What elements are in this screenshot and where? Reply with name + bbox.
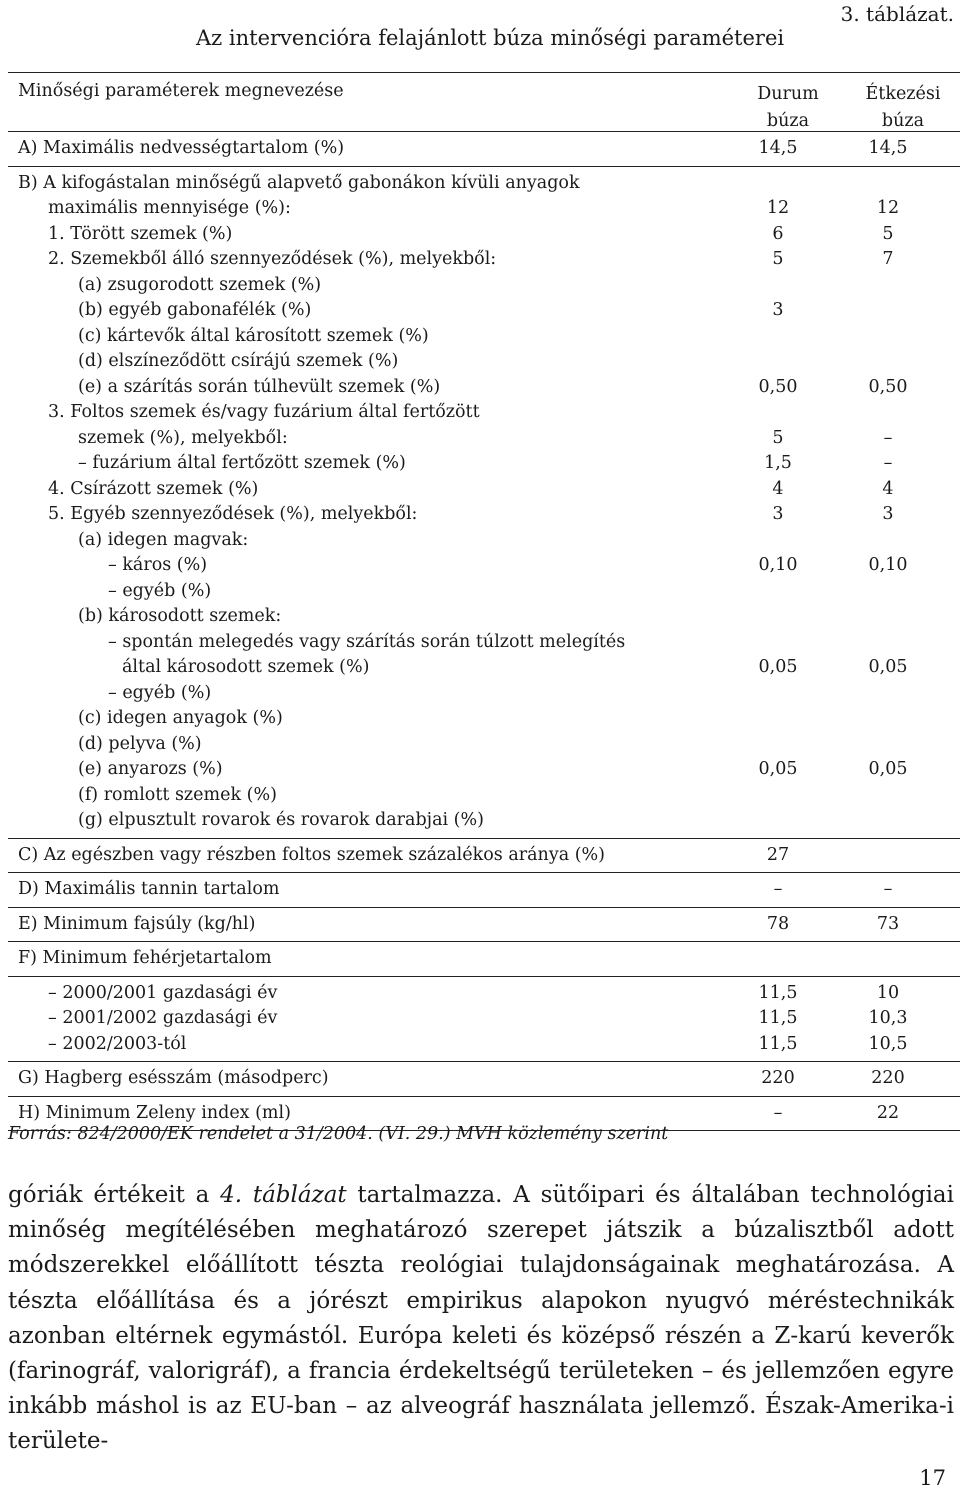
- row-label: 3. Foltos szemek és/vagy fuzárium által fertőzött: [48, 402, 480, 422]
- header-durum-line1: Durum: [757, 84, 819, 104]
- row-label: – 2000/2001 gazdasági év: [48, 982, 278, 1003]
- durum-value: 3: [772, 300, 784, 320]
- durum-value: 0,05: [758, 759, 798, 779]
- table-section: [8, 132, 960, 167]
- row-label: (f) romlott szemek (%): [78, 784, 277, 805]
- body-paragraph: [8, 1178, 954, 1460]
- durum-value: 14,5: [758, 138, 798, 158]
- table-section: [8, 873, 960, 908]
- durum-value: 0,05: [758, 657, 798, 677]
- etkezesi-value: 4: [882, 478, 894, 499]
- table-header: [8, 72, 960, 132]
- table-row: [8, 681, 960, 707]
- row-label: A) Maximális nedvességtartalom (%): [18, 138, 345, 158]
- etkezesi-value: 14,5: [868, 138, 908, 158]
- table-row: [8, 981, 960, 1007]
- table-row: [8, 528, 960, 554]
- row-label: H) Minimum Zeleny index (ml): [18, 1102, 291, 1123]
- row-label: (b) károsodott szemek:: [78, 606, 282, 626]
- body-text: [8, 1178, 954, 1460]
- durum-value: 11,5: [758, 1008, 798, 1028]
- etkezesi-value: 7: [882, 249, 894, 269]
- table-label: 3. táblázat.: [840, 2, 954, 26]
- table-row: [8, 732, 960, 758]
- etkezesi-value: 73: [876, 913, 900, 934]
- durum-value: 11,5: [758, 982, 798, 1003]
- body-text-part1: góriák értékeit a: [8, 1182, 221, 1208]
- durum-value: 3: [772, 504, 784, 524]
- durum-value: –: [773, 1102, 783, 1123]
- durum-value: –: [773, 879, 783, 899]
- table-section: [8, 942, 960, 977]
- etkezesi-value: 10,3: [868, 1008, 908, 1028]
- durum-value: 0,10: [758, 555, 798, 575]
- table-row: [8, 426, 960, 452]
- etkezesi-value: –: [883, 427, 893, 448]
- row-label: – spontán melegedés vagy szárítás során túlzott melegítés: [108, 631, 626, 652]
- table-section: [8, 839, 960, 874]
- etkezesi-value: 0,05: [868, 657, 908, 677]
- row-label: 1. Törött szemek (%): [48, 223, 233, 244]
- row-label: F) Minimum fehérjetartalom: [18, 948, 272, 968]
- table-row: [8, 324, 960, 350]
- table-row: [8, 451, 960, 477]
- row-label: – 2002/2003-tól: [48, 1033, 187, 1054]
- row-label: – káros (%): [108, 555, 208, 575]
- row-label: C) Az egészben vagy részben foltos szemek százalékos aránya (%): [18, 844, 605, 865]
- row-label: (d) pelyva (%): [78, 733, 202, 754]
- body-text-ref: 4. táblázat: [220, 1182, 347, 1208]
- etkezesi-value: 10: [876, 982, 900, 1003]
- table-row: [8, 630, 960, 656]
- header-durum-line2: búza: [766, 111, 810, 131]
- row-label: (c) kártevők által károsított szemek (%): [78, 325, 429, 346]
- row-label: 4. Csírázott szemek (%): [48, 478, 259, 499]
- table-row: [8, 477, 960, 503]
- row-label: G) Hagberg esésszám (másodperc): [18, 1068, 329, 1088]
- etkezesi-value: –: [883, 879, 893, 899]
- etkezesi-value: 22: [876, 1102, 900, 1123]
- row-label: – 2001/2002 gazdasági év: [48, 1008, 278, 1028]
- header-durum: [728, 81, 848, 135]
- table-row: [8, 273, 960, 299]
- durum-value: 27: [766, 844, 790, 865]
- durum-value: 220: [761, 1068, 795, 1088]
- etkezesi-value: 0,10: [868, 555, 908, 575]
- table-row: [8, 604, 960, 630]
- row-label: E) Minimum fajsúly (kg/hl): [18, 913, 256, 934]
- durum-value: 5: [772, 427, 784, 448]
- row-label: B) A kifogástalan minőségű alapvető gabonákon kívüli anyagok: [18, 172, 580, 193]
- row-label: (c) idegen anyagok (%): [78, 708, 283, 728]
- row-label: – fuzárium által fertőzött szemek (%): [78, 453, 406, 473]
- durum-value: 4: [772, 478, 784, 499]
- table-row: [8, 579, 960, 605]
- durum-value: 1,5: [764, 453, 792, 473]
- table-row: [8, 1032, 960, 1058]
- table-row: [8, 247, 960, 273]
- row-label: maximális mennyisége (%):: [48, 198, 291, 218]
- row-label: (a) zsugorodott szemek (%): [78, 274, 322, 295]
- table-row: [8, 222, 960, 248]
- row-label: (e) anyarozs (%): [78, 759, 223, 779]
- durum-value: 6: [772, 223, 784, 244]
- etkezesi-value: 220: [871, 1068, 905, 1088]
- table-row: [8, 843, 960, 869]
- table-body: [8, 132, 960, 1131]
- table-row: [8, 349, 960, 375]
- table-row: [8, 400, 960, 426]
- table-row: [8, 1101, 960, 1127]
- table-row: [8, 946, 960, 972]
- table-row: [8, 783, 960, 809]
- table-row: [8, 136, 960, 162]
- table-row: [8, 706, 960, 732]
- etkezesi-value: 5: [882, 223, 894, 244]
- source-note: Forrás: 824/2000/EK rendelet a 31/2004. (VI. 29.) MVH közlemény szerint: [8, 1124, 669, 1144]
- table-row: [8, 196, 960, 222]
- row-label: (b) egyéb gabonafélék (%): [78, 300, 312, 320]
- page-number: 17: [919, 1466, 946, 1490]
- table-row: [8, 655, 960, 681]
- row-label: 2. Szemekből álló szennyeződések (%), melyekből:: [48, 249, 497, 269]
- quality-table: [8, 72, 960, 1131]
- table-row: [8, 553, 960, 579]
- etkezesi-value: 3: [882, 504, 894, 524]
- row-label: – egyéb (%): [108, 580, 212, 601]
- durum-value: 11,5: [758, 1033, 798, 1054]
- table-row: [8, 808, 960, 834]
- table-row: [8, 375, 960, 401]
- table-row: [8, 171, 960, 197]
- row-label: (e) a szárítás során túlhevült szemek (%): [78, 376, 441, 397]
- table-row: [8, 757, 960, 783]
- table-row: [8, 1006, 960, 1032]
- row-label: D) Maximális tannin tartalom: [18, 879, 280, 899]
- table-row: [8, 298, 960, 324]
- durum-value: 0,50: [758, 376, 798, 397]
- table-section: [8, 908, 960, 943]
- table-row: [8, 912, 960, 938]
- header-etkezesi: [848, 81, 958, 135]
- etkezesi-value: 0,50: [868, 376, 908, 397]
- header-name: Minőségi paraméterek megnevezése: [18, 81, 344, 101]
- table-row: [8, 877, 960, 903]
- etkezesi-value: 12: [876, 198, 900, 218]
- body-text-part2: tartalmazza. A sütőipari és általában technológiai minőség megítélésében meghatározó szerepet játszik a búzalisztből adott módszerekkel előállított tészta reológiai tulajdonságainak meghatározása. A tészta előállítása és a jórészt empirikus alapokon nyugvó méréstechnikák azonban eltérnek egymástól. Európa keleti és középső részén a Z-karú keverők (farinográf, valorigráf), a francia érdekeltségű területeken – és jellemzően egyre inkább máshol is az EU-ban – az alveográf használata jellemző. Észak-Amerika-i területe-: [8, 1182, 954, 1455]
- row-label: (d) elszíneződött csírájú szemek (%): [78, 351, 399, 371]
- row-label: szemek (%), melyekből:: [78, 427, 288, 448]
- table-row: [8, 502, 960, 528]
- header-etkezesi-line1: Étkezési: [865, 84, 941, 104]
- row-label: által károsodott szemek (%): [122, 657, 370, 677]
- table-row: [8, 1066, 960, 1092]
- durum-value: 5: [772, 249, 784, 269]
- table-section: [8, 1062, 960, 1097]
- table-section: [8, 167, 960, 839]
- durum-value: 12: [766, 198, 790, 218]
- etkezesi-value: 0,05: [868, 759, 908, 779]
- table-section: [8, 977, 960, 1063]
- etkezesi-value: 10,5: [868, 1033, 908, 1054]
- row-label: – egyéb (%): [108, 682, 212, 703]
- table-title: Az intervencióra felajánlott búza minőségi paraméterei: [196, 26, 785, 50]
- etkezesi-value: –: [883, 453, 893, 473]
- header-etkezesi-line2: búza: [881, 111, 925, 131]
- row-label: (a) idegen magvak:: [78, 529, 249, 550]
- durum-value: 78: [766, 913, 790, 934]
- row-label: (g) elpusztult rovarok és rovarok darabjai (%): [78, 810, 484, 830]
- row-label: 5. Egyéb szennyeződések (%), melyekből:: [48, 504, 418, 524]
